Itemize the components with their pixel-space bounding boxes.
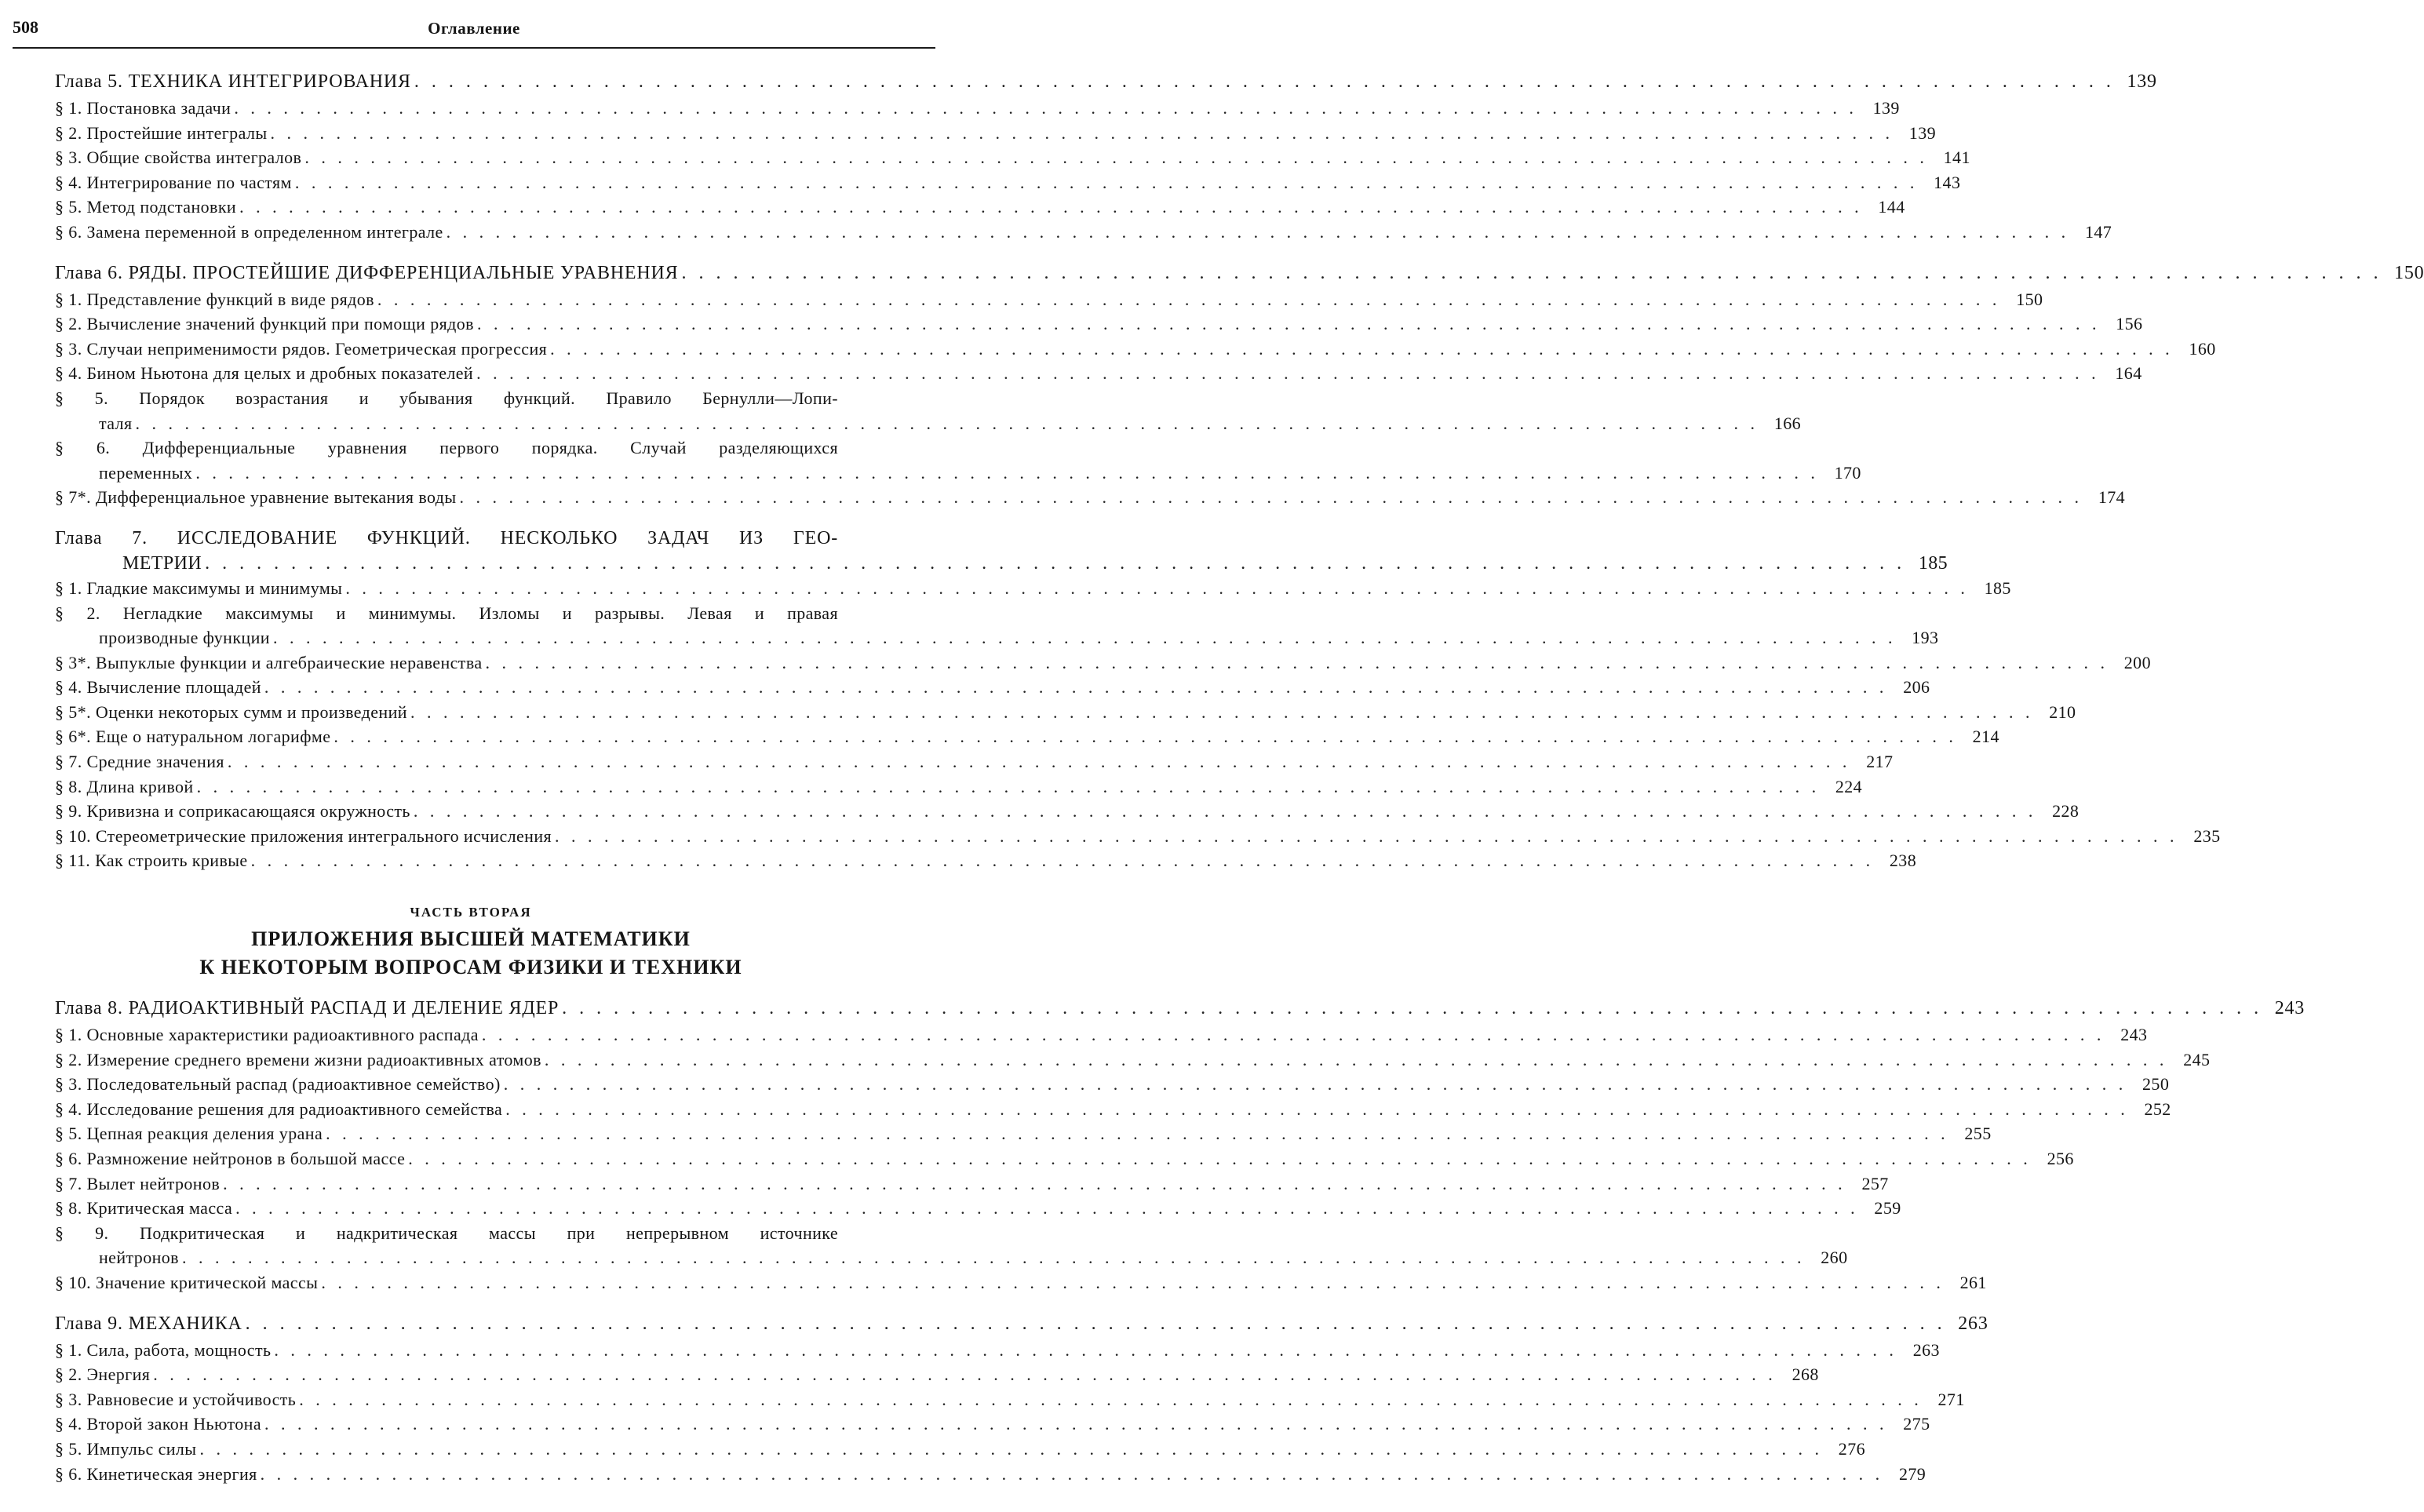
dot-leader <box>136 411 1759 436</box>
dot-leader <box>321 1270 1945 1295</box>
dot-leader <box>447 220 2070 245</box>
chapter-heading[interactable] <box>55 1311 1988 1336</box>
dot-leader <box>153 1362 1777 1387</box>
section-title: § 2. Простейшие интегралы <box>55 122 268 143</box>
page-ref: 245 <box>2183 1049 2211 1069</box>
dot-leader <box>545 1047 2168 1073</box>
section-title-line2: переменных <box>99 462 193 483</box>
page-ref: 144 <box>1878 197 1905 217</box>
page-ref: 143 <box>1934 172 1961 192</box>
dot-leader <box>485 650 2109 676</box>
page-ref: 185 <box>1984 577 2011 598</box>
chapter-heading[interactable] <box>55 996 2306 1021</box>
section-title: § 5. Метод подстановки <box>55 197 237 217</box>
toc-entry[interactable] <box>55 1437 1865 1462</box>
section-title: § 2. Измерение среднего времени жизни радиоактивных атомов <box>55 1049 541 1069</box>
toc-entry[interactable] <box>55 650 2151 676</box>
toc-entry[interactable] <box>55 576 2011 601</box>
section-title: § 1. Основные характеристики радиоактивного распада <box>55 1025 479 1045</box>
page-ref: 250 <box>2142 1074 2170 1095</box>
toc-entry[interactable] <box>55 749 1894 774</box>
section-title: § 3. Общие свойства интегралов <box>55 148 302 168</box>
section-title: § 4. Исследование решения для радиоактивного семейства <box>55 1098 503 1119</box>
page-ref: 259 <box>1874 1198 1901 1219</box>
dot-leader <box>251 848 1875 873</box>
part-label: ЧАСТЬ ВТОРАЯ <box>410 905 532 920</box>
page-ref: 235 <box>2193 825 2221 846</box>
toc-entry[interactable] <box>55 195 1905 220</box>
dot-leader <box>504 1072 2127 1097</box>
section-title-line2: нейтронов <box>99 1248 179 1268</box>
page-ref: 174 <box>2098 487 2126 508</box>
toc-entry[interactable] <box>55 312 2143 337</box>
page-ref: 150 <box>2394 262 2424 283</box>
dot-leader <box>334 724 1957 749</box>
page-ref: 261 <box>1959 1272 1987 1292</box>
section-title: § 11. Как строить кривые <box>55 851 248 871</box>
toc-entry[interactable] <box>55 386 1802 435</box>
dot-leader <box>197 774 1821 800</box>
section-title-line1: § 5. Порядок возрастания и убывания функций. Правило Бернулли—Лопи- <box>55 388 838 408</box>
page-ref: 206 <box>1903 677 1930 698</box>
page-ref: 268 <box>1792 1364 1819 1385</box>
toc-entry[interactable] <box>55 485 2126 510</box>
dot-leader <box>304 145 1928 170</box>
toc-entry[interactable] <box>55 220 2112 245</box>
dot-leader <box>476 361 2100 386</box>
dot-leader <box>271 121 1894 146</box>
dot-leader <box>234 96 1857 121</box>
page-ref: 252 <box>2144 1098 2171 1119</box>
section-title-line1: § 6. Дифференциальные уравнения первого порядка. Случай разделяющихся <box>55 438 838 458</box>
dot-leader <box>228 749 1851 774</box>
dot-leader <box>246 1311 1946 1336</box>
section-title: § 10. Стереометрические приложения интегрального исчисления <box>55 825 552 846</box>
section-title: § 1. Представление функций в виде рядов <box>55 289 374 309</box>
page-ref: 217 <box>1866 752 1894 772</box>
chapter-title: Глава 5. ТЕХНИКА ИНТЕГРИРОВАНИЯ <box>55 71 411 92</box>
dot-leader <box>261 1462 1884 1487</box>
toc-entry[interactable] <box>55 1412 1930 1437</box>
page-ref: 166 <box>1773 413 1802 433</box>
page-ref: 260 <box>1821 1248 1848 1268</box>
toc-entry[interactable] <box>55 1387 1965 1412</box>
part-title-line2: К НЕКОТОРЫМ ВОПРОСАМ ФИЗИКИ И ТЕХНИКИ <box>199 956 742 979</box>
toc-entry[interactable] <box>55 824 2221 849</box>
dot-leader <box>200 1437 1824 1462</box>
chapter-title-line1: Глава 7. ИССЛЕДОВАНИЕ ФУНКЦИЙ. НЕСКОЛЬКО ЗАДАЧ ИЗ ГЕО- <box>55 527 838 548</box>
dot-leader <box>205 551 1905 576</box>
page-ref: 263 <box>1912 1339 1940 1360</box>
page-ref: 275 <box>1903 1414 1930 1434</box>
toc-entry[interactable] <box>55 1121 1992 1146</box>
section-title: § 4. Второй закон Ньютона <box>55 1414 261 1434</box>
page-ref: 224 <box>1835 776 1863 796</box>
dot-leader <box>264 1412 1888 1437</box>
dot-leader <box>274 1338 1897 1363</box>
page-header <box>13 16 935 49</box>
running-title: Оглавление <box>428 19 520 38</box>
page-ref: 139 <box>2127 71 2157 92</box>
section-title: § 6. Кинетическая энергия <box>55 1463 257 1484</box>
dot-leader <box>239 195 1863 220</box>
section-title: § 3. Случаи неприменимости рядов. Геометрическая прогрессия <box>55 338 548 359</box>
page-ref: 139 <box>1872 98 1900 118</box>
section-title-line2: производные функции <box>99 628 270 648</box>
dot-leader <box>505 1097 2129 1122</box>
page-ref: 164 <box>2115 363 2142 384</box>
toc-entry[interactable] <box>55 435 1861 485</box>
toc-entry[interactable] <box>55 1270 1987 1295</box>
toc-entry[interactable] <box>55 1047 2211 1073</box>
section-title-line2: таля <box>99 413 133 433</box>
page-ref: 139 <box>1908 122 1936 143</box>
page-ref: 263 <box>1958 1313 1988 1334</box>
dot-leader <box>414 69 2115 94</box>
section-title: § 4. Интегрирование по частям <box>55 172 292 192</box>
page-ref: 200 <box>2123 652 2151 672</box>
page-ref: 243 <box>2120 1025 2148 1045</box>
toc-entry[interactable] <box>55 1146 2074 1171</box>
chapter-title: Глава 8. РАДИОАКТИВНЫЙ РАСПАД И ДЕЛЕНИЕ ЯДЕР <box>55 998 560 1019</box>
chapter-heading[interactable] <box>55 261 2424 286</box>
dot-leader <box>562 996 2262 1021</box>
toc-entry[interactable] <box>55 1338 1940 1363</box>
section-title: § 3*. Выпуклые функции и алгебраические неравенства <box>55 652 483 672</box>
toc-entry[interactable] <box>55 724 1999 749</box>
toc-entry[interactable] <box>55 361 2142 386</box>
toc-entry[interactable] <box>55 1362 1819 1387</box>
section-title: § 5*. Оценки некоторых сумм и произведений <box>55 701 407 722</box>
toc-entry[interactable] <box>55 170 1961 195</box>
section-title: § 3. Последовательный распад (радиоактивное семейство) <box>55 1074 501 1095</box>
dot-leader <box>550 337 2174 362</box>
toc-entry[interactable] <box>55 1196 1901 1221</box>
toc-entry[interactable] <box>55 287 2043 312</box>
toc-entry[interactable] <box>55 601 1939 650</box>
toc-entry[interactable] <box>55 145 1970 170</box>
section-title: § 4. Бином Ньютона для целых и дробных показателей <box>55 363 474 384</box>
page-ref: 185 <box>1918 552 1948 574</box>
toc-entry[interactable] <box>55 1022 2148 1047</box>
toc-entry[interactable] <box>55 848 1917 873</box>
toc-entry[interactable] <box>55 121 1936 146</box>
section-title: § 6. Размножение нейтронов в большой массе <box>55 1149 406 1168</box>
chapter-title: Глава 6. РЯДЫ. ПРОСТЕЙШИЕ ДИФФЕРЕНЦИАЛЬНЫЕ УРАВНЕНИЯ <box>55 262 679 283</box>
page-number: 508 <box>13 17 38 37</box>
chapter-title-line2: МЕТРИИ <box>122 552 202 574</box>
page-ref: 276 <box>1838 1438 1865 1459</box>
dot-leader <box>182 1245 1806 1270</box>
toc-entry[interactable] <box>55 1462 1926 1487</box>
page-ref: 150 <box>2016 289 2043 309</box>
page-ref: 156 <box>2116 314 2143 334</box>
toc-entry[interactable] <box>55 1171 1889 1197</box>
section-title: § 8. Критическая масса <box>55 1198 233 1219</box>
page-ref: 170 <box>1834 462 1861 483</box>
page-ref: 210 <box>2049 701 2076 722</box>
dot-leader <box>410 700 2034 725</box>
toc-entry[interactable] <box>55 774 1863 800</box>
chapter-title: Глава 9. МЕХАНИКА <box>55 1313 242 1334</box>
dot-leader <box>295 170 1919 195</box>
dot-leader <box>223 1171 1846 1197</box>
section-title: § 7. Вылет нейтронов <box>55 1173 221 1193</box>
chapter-8 <box>55 996 2306 1295</box>
chapter-5 <box>55 69 2157 245</box>
page-ref: 141 <box>1943 148 1970 168</box>
chapter-heading[interactable] <box>55 69 2157 94</box>
section-title: § 1. Сила, работа, мощность <box>55 1339 272 1360</box>
section-title: § 6*. Еще о натуральном логарифме <box>55 727 331 747</box>
dot-leader <box>482 1022 2105 1047</box>
dot-leader <box>299 1387 1923 1412</box>
page-ref: 228 <box>2052 801 2080 822</box>
toc-entry[interactable] <box>55 700 2076 725</box>
dot-leader <box>273 625 1897 650</box>
section-title: § 10. Значение критической массы <box>55 1272 319 1292</box>
section-title: § 1. Гладкие максимумы и минимумы <box>55 577 343 598</box>
section-title: § 1. Постановка задачи <box>55 98 231 118</box>
page-ref: 238 <box>1889 851 1917 871</box>
dot-leader <box>460 485 2083 510</box>
dot-leader <box>377 287 2001 312</box>
toc-entry[interactable] <box>55 1072 2170 1097</box>
toc-entry[interactable] <box>55 1221 1848 1270</box>
section-title: § 7*. Дифференциальное уравнение вытекания воды <box>55 487 457 508</box>
dot-leader <box>345 576 1969 601</box>
chapter-heading[interactable] <box>55 526 1948 576</box>
toc-entry[interactable] <box>55 799 2080 824</box>
dot-leader <box>408 1146 2032 1171</box>
toc-entry[interactable] <box>55 675 1930 700</box>
section-title-line1: § 9. Подкритическая и надкритическая массы при непрерывном источнике <box>55 1222 838 1243</box>
page-ref: 160 <box>2189 338 2216 359</box>
part-title-line1: ПРИЛОЖЕНИЯ ВЫСШЕЙ МАТЕМАТИКИ <box>251 927 691 951</box>
section-title: § 8. Длина кривой <box>55 776 194 796</box>
section-title-line1: § 2. Негладкие максимумы и минимумы. Изломы и разрывы. Левая и правая <box>55 603 838 623</box>
section-title: § 2. Энергия <box>55 1364 151 1385</box>
dot-leader <box>681 261 2382 286</box>
dot-leader <box>326 1121 1949 1146</box>
page-ref: 214 <box>1972 727 1999 747</box>
chapter-6 <box>55 261 2424 510</box>
page-ref: 279 <box>1898 1463 1926 1484</box>
page-ref: 255 <box>1964 1124 1992 1144</box>
section-title: § 2. Вычисление значений функций при помощи рядов <box>55 314 474 334</box>
section-title: § 5. Импульс силы <box>55 1438 197 1459</box>
section-title: § 5. Цепная реакция деления урана <box>55 1124 323 1144</box>
page-ref: 271 <box>1937 1389 1965 1409</box>
table-of-contents <box>55 69 2424 1486</box>
section-title: § 6. Замена переменной в определенном интеграле <box>55 221 443 242</box>
section-title: § 9. Кривизна и соприкасающаяся окружность <box>55 801 410 822</box>
dot-leader <box>195 461 1819 486</box>
page-ref: 147 <box>2084 221 2112 242</box>
page-ref: 193 <box>1912 628 1939 648</box>
page-ref: 256 <box>2047 1149 2074 1168</box>
dot-leader <box>414 799 2037 824</box>
dot-leader <box>555 824 2178 849</box>
toc-entry[interactable] <box>55 337 2216 362</box>
section-title: § 3. Равновесие и устойчивость <box>55 1389 297 1409</box>
page-ref: 243 <box>2274 998 2306 1019</box>
section-title: § 7. Средние значения <box>55 752 224 772</box>
toc-entry[interactable] <box>55 1097 2171 1122</box>
dot-leader <box>477 312 2101 337</box>
part-heading <box>55 900 887 982</box>
dot-leader <box>264 675 1888 700</box>
chapter-7 <box>55 526 2221 873</box>
chapter-9 <box>55 1311 1988 1487</box>
section-title: § 4. Вычисление площадей <box>55 677 261 698</box>
page-ref: 257 <box>1861 1173 1889 1193</box>
toc-entry[interactable] <box>55 96 1900 121</box>
dot-leader <box>235 1196 1859 1221</box>
